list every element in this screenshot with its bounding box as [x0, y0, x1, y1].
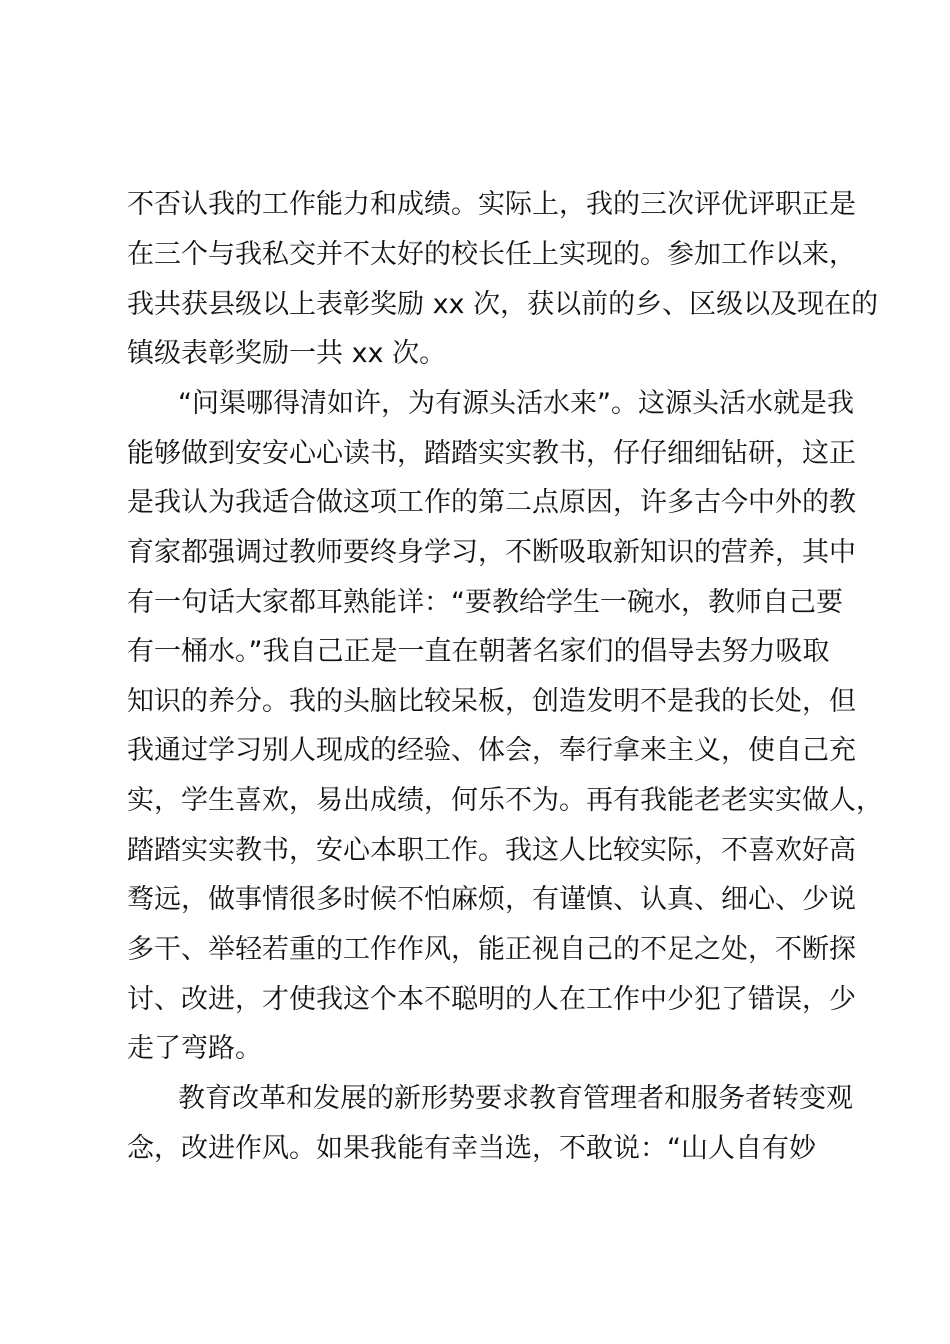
text-line: 镇级表彰奖励一共 xx 次。 — [127, 338, 447, 369]
text-line: 有一句话大家都耳熟能详：“要教给学生一碗水，教师自己要 — [127, 587, 843, 618]
text-line: 念，改进作风。如果我能有幸当选，不敢说：“山人自有妙 — [127, 1133, 816, 1164]
text-line: 育家都强调过教师要终身学习，不断吸取新知识的营养，其中 — [127, 537, 856, 568]
text-line: 我通过学习别人现成的经验、体会，奉行拿来主义，使自己充 — [127, 735, 856, 766]
paragraph-first-line: 教育改革和发展的新形势要求教育管理者和服务者转变观 — [178, 1083, 853, 1114]
text-line: 多干、举轻若重的工作作风，能正视自己的不足之处，不断探 — [127, 934, 856, 965]
text-line: 走了弯路。 — [127, 1033, 262, 1064]
text-line: 在三个与我私交并不太好的校长任上实现的。参加工作以来， — [127, 239, 856, 270]
text-line: 是我认为我适合做这项工作的第二点原因，许多古今中外的教 — [127, 487, 856, 518]
text-line: 我共获县级以上表彰奖励 xx 次，获以前的乡、区级以及现在的 — [127, 289, 879, 320]
text-line: 有一桶水。”我自己正是一直在朝著名家们的倡导去努力吸取 — [127, 636, 830, 667]
text-line: 知识的养分。我的头脑比较呆板，创造发明不是我的长处，但 — [127, 686, 856, 717]
text-line: 实，学生喜欢，易出成绩，何乐不为。再有我能老老实实做人， — [127, 785, 883, 816]
text-line: 能够做到安安心心读书，踏踏实实教书，仔仔细细钻研，这正 — [127, 438, 856, 469]
text-line: 骛远，做事情很多时候不怕麻烦，有谨慎、认真、细心、少说 — [127, 884, 856, 915]
paragraph-first-line: “问渠哪得清如许，为有源头活水来”。这源头活水就是我 — [178, 388, 854, 419]
text-line: 不否认我的工作能力和成绩。实际上，我的三次评优评职正是 — [127, 189, 856, 220]
text-line: 踏踏实实教书，安心本职工作。我这人比较实际，不喜欢好高 — [127, 835, 856, 866]
text-line: 讨、改进，才使我这个本不聪明的人在工作中少犯了错误，少 — [127, 984, 856, 1015]
